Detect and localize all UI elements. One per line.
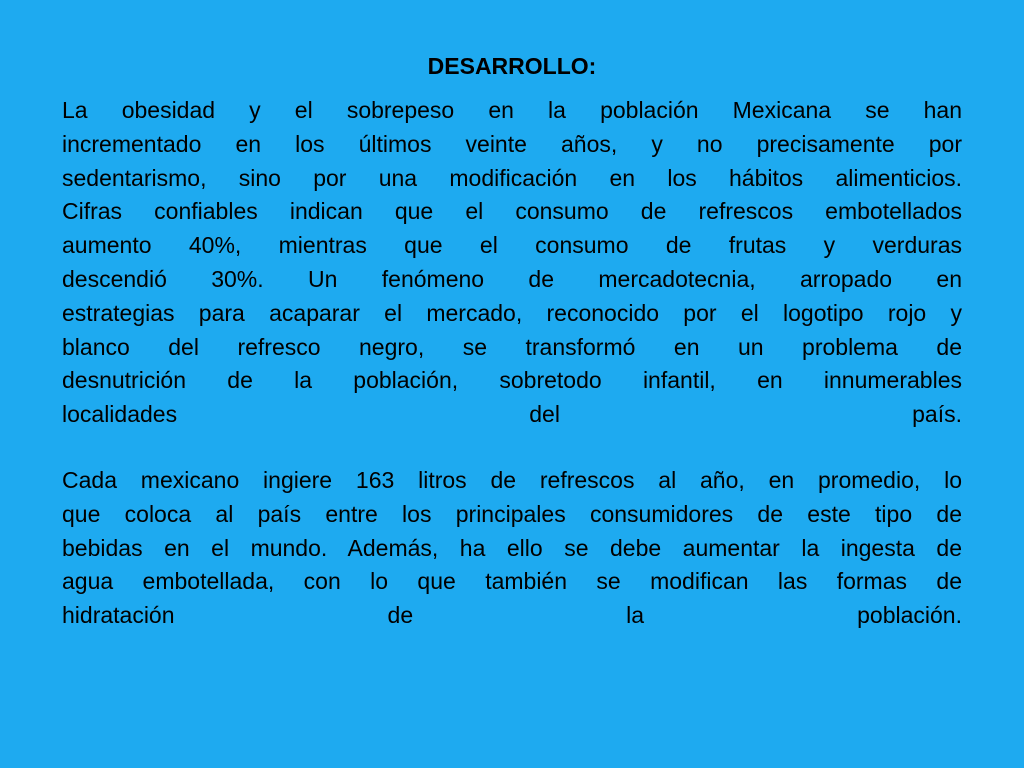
slide-title: DESARROLLO: — [427, 53, 597, 79]
text-line: aumento 40%, mientras que el consumo de frutas y verduras — [62, 232, 962, 259]
text-line: Cada mexicano ingiere 163 litros de refrescos al año, en promedio, lo — [62, 466, 962, 493]
paragraph-spacer — [62, 432, 962, 464]
text-line: incrementado en los últimos veinte años, y no precisamente por — [62, 130, 962, 157]
text-line: desnutrición de la población, sobretodo infantil, en innumerables — [62, 367, 962, 394]
text-line: La obesidad y el sobrepeso en la población Mexicana se han — [62, 97, 962, 123]
slide-content — [62, 49, 962, 633]
text-line: que coloca al país entre los principales consumidores de este tipo de — [62, 500, 962, 527]
text-line: blanco del refresco negro, se transformó en un problema de — [62, 333, 962, 360]
text-line: bebidas en el mundo. Además, ha ello se debe aumentar la ingesta de — [62, 534, 962, 561]
paragraph-soda-consumption — [62, 464, 962, 633]
text-line: sedentarismo, sino por una modificación en los hábitos alimenticios. — [62, 164, 962, 191]
text-line: Cifras confiables indican que el consumo de refrescos embotellados — [62, 198, 962, 225]
text-line: hidratación de la población. — [62, 602, 962, 629]
text-line: localidades del país. — [62, 401, 962, 428]
paragraph-obesity — [62, 94, 962, 432]
text-line: agua embotellada, con lo que también se modifican las formas de — [62, 568, 962, 595]
text-line: descendió 30%. Un fenómeno de mercadotecnia, arropado en — [62, 265, 962, 292]
text-line: estrategias para acaparar el mercado, reconocido por el logotipo rojo y — [62, 299, 962, 326]
